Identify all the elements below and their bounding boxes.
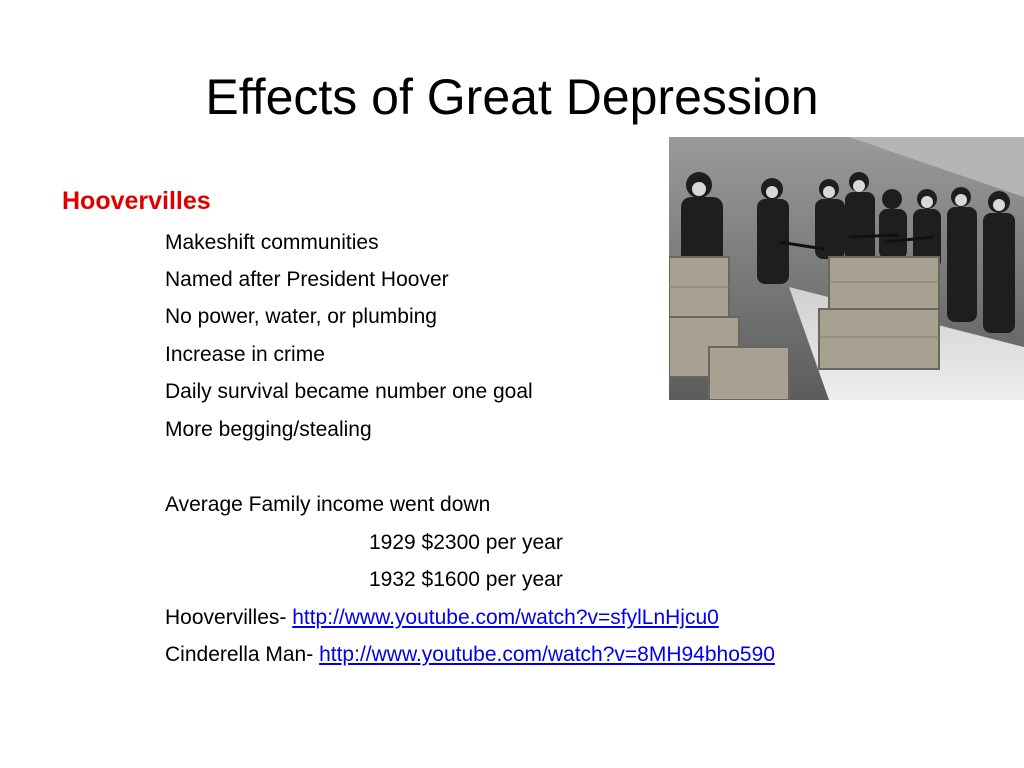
income-row: 1929 $2300 per year (369, 531, 563, 554)
cinderella-man-video-link[interactable]: http://www.youtube.com/watch?v=8MH94bho590 (319, 643, 775, 666)
bullet-line: Increase in crime (165, 343, 325, 366)
bullet-line: Daily survival became number one goal (165, 380, 533, 403)
section-heading: Hoovervilles (62, 187, 211, 215)
video-link-row (165, 603, 719, 633)
video-link-row (165, 640, 775, 670)
photo-illustration (669, 137, 1024, 400)
police-hay-bales-photo (669, 137, 1024, 400)
bullet-line: No power, water, or plumbing (165, 305, 437, 328)
income-row: 1932 $1600 per year (369, 568, 563, 591)
income-label: Average Family income went down (165, 493, 491, 516)
bullet-line: Makeshift communities (165, 231, 379, 254)
video-link-label: Cinderella Man- (165, 643, 320, 666)
bullet-line: Named after President Hoover (165, 268, 449, 291)
bullet-line: More begging/stealing (165, 418, 372, 441)
video-link-label: Hoovervilles- (165, 606, 293, 629)
hoovervilles-video-link[interactable]: http://www.youtube.com/watch?v=sfylLnHjcu0 (292, 606, 719, 629)
slide-title: Effects of Great Depression (205, 69, 819, 125)
